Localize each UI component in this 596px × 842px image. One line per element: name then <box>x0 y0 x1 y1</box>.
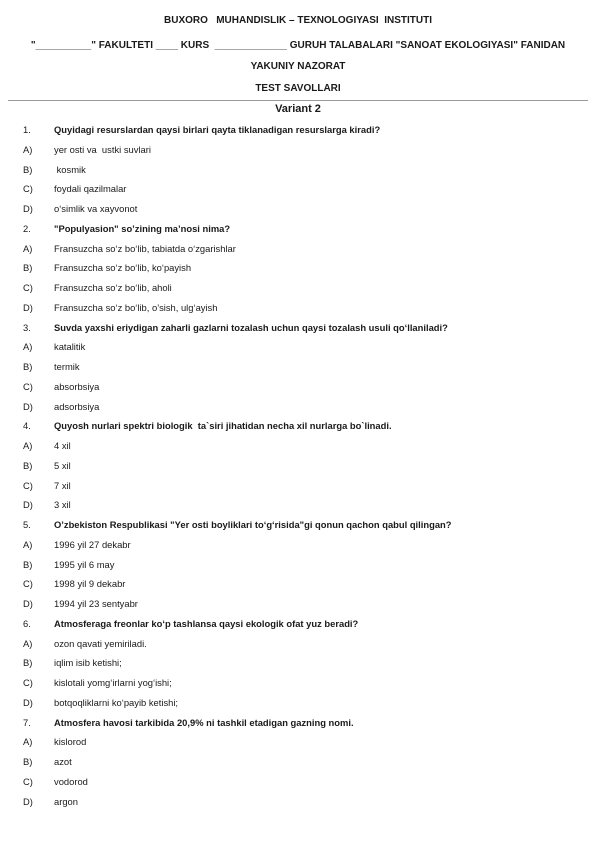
answer-option <box>0 634 596 654</box>
answer-option <box>0 239 596 259</box>
answer-option <box>0 653 596 673</box>
course-line: "__________" FAKULTETI ____ KURS _____________ GURUH TALABALARI "SANOAT EKOLOGIYASI" FANIDAN <box>30 40 566 51</box>
answer-option <box>0 693 596 713</box>
option-label: D) <box>23 598 33 609</box>
answer-option <box>0 535 596 555</box>
option-text: kislorod <box>54 736 87 748</box>
option-label: C) <box>23 282 33 293</box>
option-label: D) <box>23 203 33 214</box>
question-number: 4. <box>23 420 31 432</box>
question-number: 3. <box>23 321 31 333</box>
option-label: B) <box>23 756 33 767</box>
question-1 <box>0 120 596 140</box>
answer-option <box>0 357 596 377</box>
answer-option <box>0 555 596 575</box>
option-text: adsorbsiya <box>54 400 100 412</box>
institute-title: BUXORO MUHANDISLIK – TEXNOLOGIYASI INSTITUTI <box>164 15 432 26</box>
answer-option <box>0 377 596 397</box>
question-5 <box>0 515 596 535</box>
option-label: D) <box>23 795 33 807</box>
variant-label: Variant 2 <box>275 103 321 115</box>
option-label: B) <box>23 361 33 372</box>
question-text: Quyosh nurlari spektri biologik ta`siri jihatidan necha xil nurlarga bo`linadi. <box>54 420 392 432</box>
option-label: D) <box>23 301 33 313</box>
answer-option <box>0 199 596 219</box>
option-text: iqlim isib ketishi; <box>54 657 122 669</box>
answer-option <box>0 732 596 752</box>
question-number: 5. <box>23 519 31 530</box>
option-label: C) <box>23 677 33 688</box>
question-7 <box>0 713 596 733</box>
option-text: ozon qavati yemiriladi. <box>54 637 147 649</box>
option-label: B) <box>23 163 33 175</box>
option-text: azot <box>54 756 72 767</box>
question-text: Suvda yaxshi eriydigan zaharli gazlarni tozalash uchun qaysi tozalash usuli qo‘llaniladi? <box>54 321 448 333</box>
question-number: 7. <box>23 716 31 728</box>
option-text: o‘simlik va xayvonot <box>54 203 138 214</box>
option-text: termik <box>54 361 80 372</box>
option-text: absorbsiya <box>54 380 100 392</box>
option-text: 4 xil <box>54 440 71 451</box>
answer-option <box>0 752 596 772</box>
option-text: kislotali yomg‘irlarni yog‘ishi; <box>54 677 172 688</box>
option-label: A) <box>23 341 33 353</box>
answer-option <box>0 337 596 357</box>
option-text: Fransuzcha so‘z bo‘lib, ko‘payish <box>54 262 192 274</box>
option-label: D) <box>23 499 33 511</box>
answer-option <box>0 278 596 298</box>
question-number: 1. <box>23 124 31 135</box>
option-text: foydali qazilmalar <box>54 183 127 195</box>
option-text: yer osti va ustki suvlari <box>54 143 151 155</box>
question-6 <box>0 614 596 634</box>
answer-option <box>0 258 596 278</box>
answer-option <box>0 594 596 614</box>
option-label: A) <box>23 538 33 550</box>
option-label: A) <box>23 440 33 451</box>
option-label: A) <box>23 242 33 254</box>
answer-option <box>0 495 596 515</box>
option-text: Fransuzcha so‘z bo‘lib, aholi <box>54 282 172 293</box>
option-text: 3 xil <box>54 499 71 511</box>
answer-option <box>0 397 596 417</box>
option-label: B) <box>23 262 33 274</box>
option-label: B) <box>23 657 33 669</box>
option-label: B) <box>23 459 33 471</box>
option-text: katalitik <box>54 341 86 353</box>
question-text: O’zbekiston Respublikasi "Yer osti boyliklari to‘g‘risida"gi qonun qachon qabul qilingan? <box>54 519 452 530</box>
option-text: botqoqliklarni ko‘payib ketishi; <box>54 696 179 708</box>
question-number: 2. <box>23 222 31 234</box>
option-text: kosmik <box>54 163 86 175</box>
answer-option <box>0 792 596 812</box>
question-text: Quyidagi resurslardan qaysi birlari qayta tiklanadigan resurslarga kiradi? <box>54 124 381 135</box>
answer-option <box>0 179 596 199</box>
answer-option <box>0 772 596 792</box>
option-label: A) <box>23 736 33 748</box>
option-text: 1994 yil 23 sentyabr <box>54 598 138 609</box>
exam-title: YAKUNIY NAZORAT <box>250 61 346 72</box>
option-text: Fransuzcha so‘z bo‘lib, tabiatda o‘zgarishlar <box>54 242 236 254</box>
question-text: "Populyasion" so’zining ma’nosi nima? <box>54 222 231 234</box>
answer-option <box>0 140 596 160</box>
answer-option <box>0 160 596 180</box>
option-text: 7 xil <box>54 479 71 491</box>
option-label: D) <box>23 696 33 708</box>
option-text: vodorod <box>54 775 88 787</box>
option-text: 5 xil <box>54 459 71 471</box>
option-label: C) <box>23 775 33 787</box>
question-text: Atmosferaga freonlar ko‘p tashlansa qaysi ekologik ofat yuz beradi? <box>54 617 359 629</box>
answer-option <box>0 298 596 318</box>
option-label: B) <box>23 558 33 570</box>
option-text: 1998 yil 9 dekabr <box>54 578 126 590</box>
option-label: A) <box>23 143 33 155</box>
answer-option <box>0 574 596 594</box>
option-text: 1996 yil 27 dekabr <box>54 538 131 550</box>
option-label: C) <box>23 578 33 590</box>
test-title: TEST SAVOLLARI <box>255 83 341 94</box>
option-label: A) <box>23 637 33 649</box>
option-label: C) <box>23 183 33 195</box>
question-3 <box>0 318 596 338</box>
answer-option <box>0 436 596 456</box>
option-text: Fransuzcha so‘z bo‘lib, o’sish, ulg‘ayish <box>54 301 218 313</box>
question-text: Atmosfera havosi tarkibida 20,9% ni tashkil etadigan gazning nomi. <box>54 716 354 728</box>
option-text: 1995 yil 6 may <box>54 558 115 570</box>
question-list <box>0 120 596 811</box>
option-text: argon <box>54 795 78 807</box>
question-number: 6. <box>23 617 31 629</box>
answer-option <box>0 673 596 693</box>
answer-option <box>0 456 596 476</box>
question-2 <box>0 219 596 239</box>
question-4 <box>0 416 596 436</box>
header-divider <box>8 100 588 101</box>
option-label: C) <box>23 380 33 392</box>
option-label: D) <box>23 400 33 412</box>
option-label: C) <box>23 479 33 491</box>
answer-option <box>0 476 596 496</box>
